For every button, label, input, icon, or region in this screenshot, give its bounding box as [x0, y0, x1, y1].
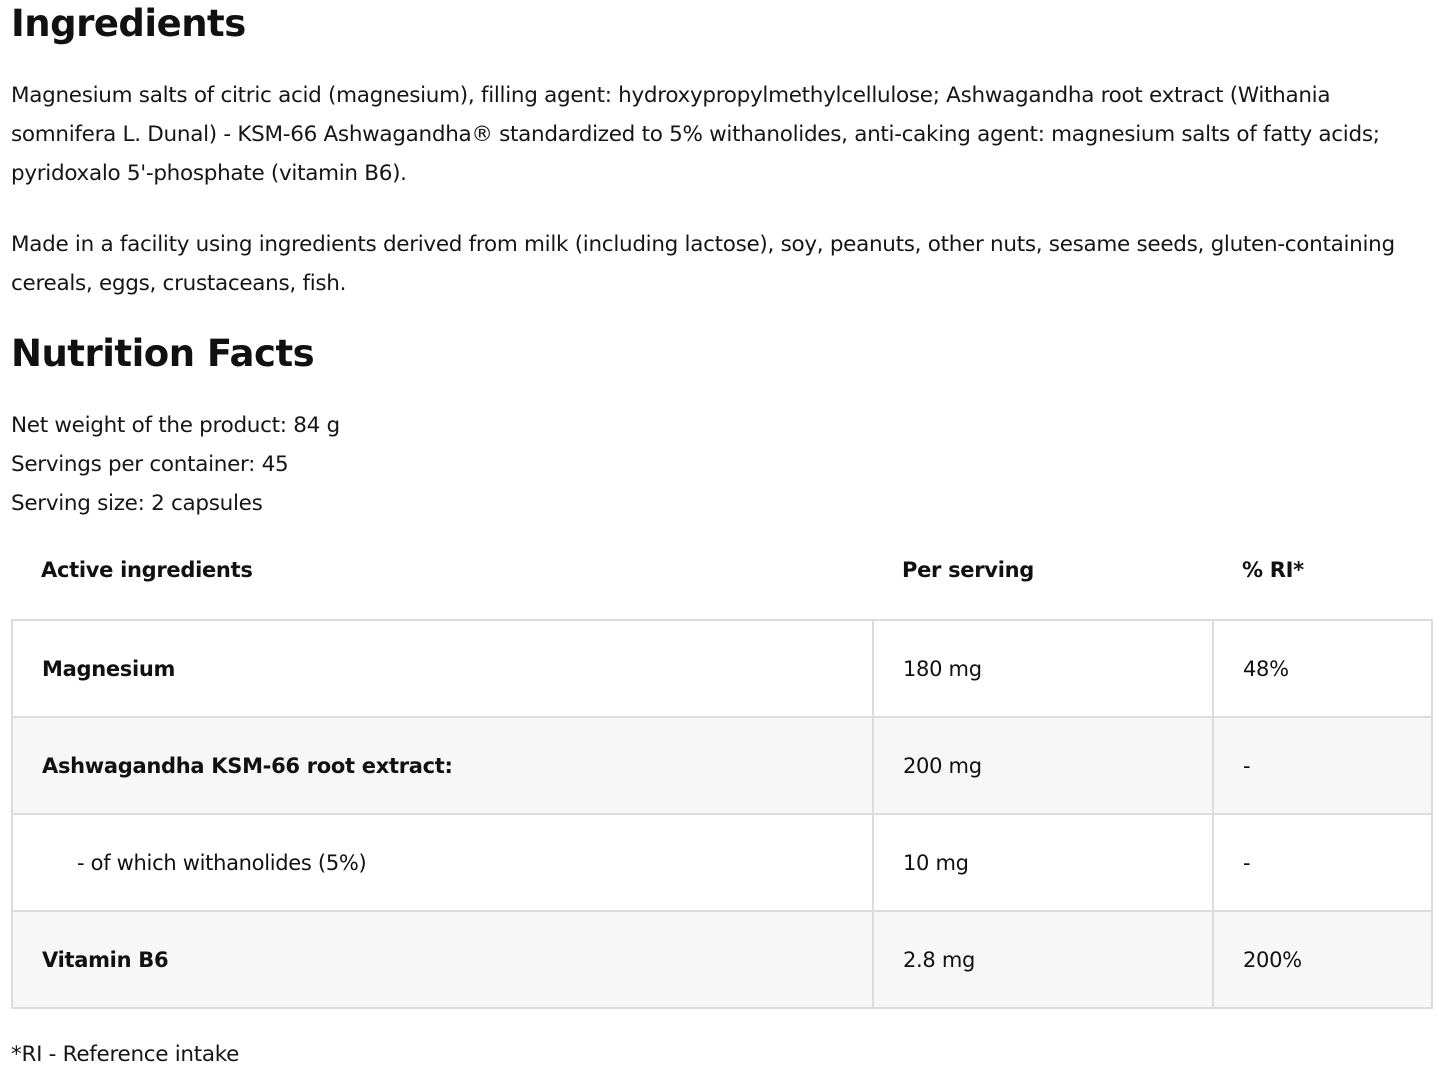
per-serving-value: 2.8 mg [873, 911, 1213, 1008]
column-header-active-ingredients: Active ingredients [41, 558, 253, 582]
ingredient-name: Vitamin B6 [12, 911, 873, 1008]
table-row [12, 911, 1432, 1008]
ri-value: 200% [1213, 911, 1432, 1008]
nutrition-facts-heading: Nutrition Facts [11, 332, 315, 375]
serving-size: Serving size: 2 capsules [11, 491, 263, 516]
ri-value: 48% [1213, 620, 1432, 717]
table-row [12, 717, 1432, 814]
ingredient-name: - of which withanolides (5%) [77, 850, 367, 875]
table-row [12, 620, 1432, 717]
servings-per-container: Servings per container: 45 [11, 452, 289, 477]
nutrition-table-wrapper [11, 545, 1431, 1009]
nutrition-table [11, 545, 1433, 1009]
column-header-per-serving: Per serving [902, 558, 1034, 582]
ingredient-subitem [12, 814, 873, 911]
net-weight: Net weight of the product: 84 g [11, 413, 340, 438]
per-serving-value: 180 mg [873, 620, 1213, 717]
column-header-ri: % RI* [1242, 558, 1304, 582]
ingredients-paragraph: Magnesium salts of citric acid (magnesium), filling agent: hydroxypropylmethylcellulose; Ashwagandha root extract (Withania somnifera L. Dunal) - KSM-66 Ashwagandha® standardized to 5% withanolides, anti-caking agent: magnesium salts of fatty acids; pyridoxalo 5'-phosphate (vitamin B6). [11, 83, 1380, 186]
table-header-row [12, 545, 1432, 620]
ingredient-name: Magnesium [12, 620, 873, 717]
per-serving-value: 200 mg [873, 717, 1213, 814]
ingredients-heading: Ingredients [11, 2, 246, 45]
ri-value: - [1213, 717, 1432, 814]
per-serving-value: 10 mg [873, 814, 1213, 911]
ri-footnote: *RI - Reference intake [11, 1042, 240, 1067]
allergen-facility-note: Made in a facility using ingredients derived from milk (including lactose), soy, peanuts, other nuts, sesame seeds, gluten-containing cereals, eggs, crustaceans, fish. [11, 232, 1395, 296]
ingredient-name: Ashwagandha KSM-66 root extract: [12, 717, 873, 814]
table-row [12, 814, 1432, 911]
ri-value: - [1213, 814, 1432, 911]
nutrition-summary [11, 406, 340, 523]
